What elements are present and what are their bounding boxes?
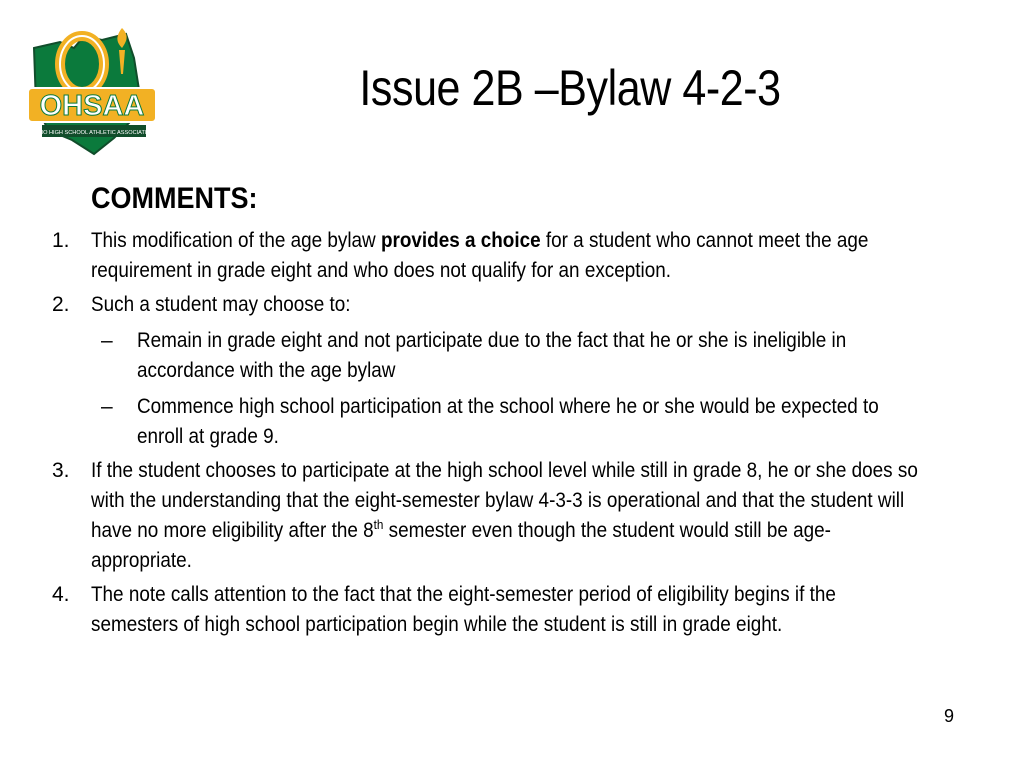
- dash-bullet: –: [101, 395, 113, 418]
- sub-list-item: – Commence high school participation at the school where he or she would be expected to enroll at grade 9.: [91, 392, 922, 452]
- page-number: 9: [944, 706, 955, 726]
- list-item: 3. If the student chooses to participate at the high school level while still in grade 8, he or she does so with the understanding that the eight-semester bylaw 4-3-3 is operational and that the student will have no more eligibility after the 8th semester even though the student would still be age-appropriate.: [52, 456, 922, 576]
- item-number: 3.: [52, 459, 70, 482]
- item-number: 1.: [52, 229, 70, 252]
- logo-ribbon-text: OHIO HIGH SCHOOL ATHLETIC ASSOCIATION: [33, 130, 155, 136]
- sub-list-item: – Remain in grade eight and not participate due to the fact that he or she is ineligible in accordance with the age bylaw: [91, 326, 922, 386]
- ohsaa-logo-graphic: [22, 18, 162, 160]
- ohsaa-logo: [22, 18, 162, 160]
- item-number: 2.: [52, 293, 70, 316]
- comments-heading: COMMENTS:: [91, 182, 258, 215]
- list-item: 4. The note calls attention to the fact that the eight-semester period of eligibility begins if the semesters of high school participation begin while the student is still in grade eight.: [52, 580, 922, 640]
- list-item: 1. This modification of the age bylaw provides a choice for a student who cannot meet the age requirement in grade eight and who does not qualify for an exception.: [52, 226, 922, 286]
- bold-phrase: provides a choice: [380, 229, 541, 252]
- slide-content: [52, 176, 922, 640]
- logo-wordmark: OHSAA: [39, 90, 145, 122]
- item-number: 4.: [52, 583, 70, 606]
- superscript: th: [373, 517, 384, 532]
- dash-bullet: –: [101, 329, 113, 352]
- list-item: 2. Such a student may choose to:: [52, 290, 922, 320]
- slide-title: Issue 2B –Bylaw 4-2-3: [359, 60, 781, 116]
